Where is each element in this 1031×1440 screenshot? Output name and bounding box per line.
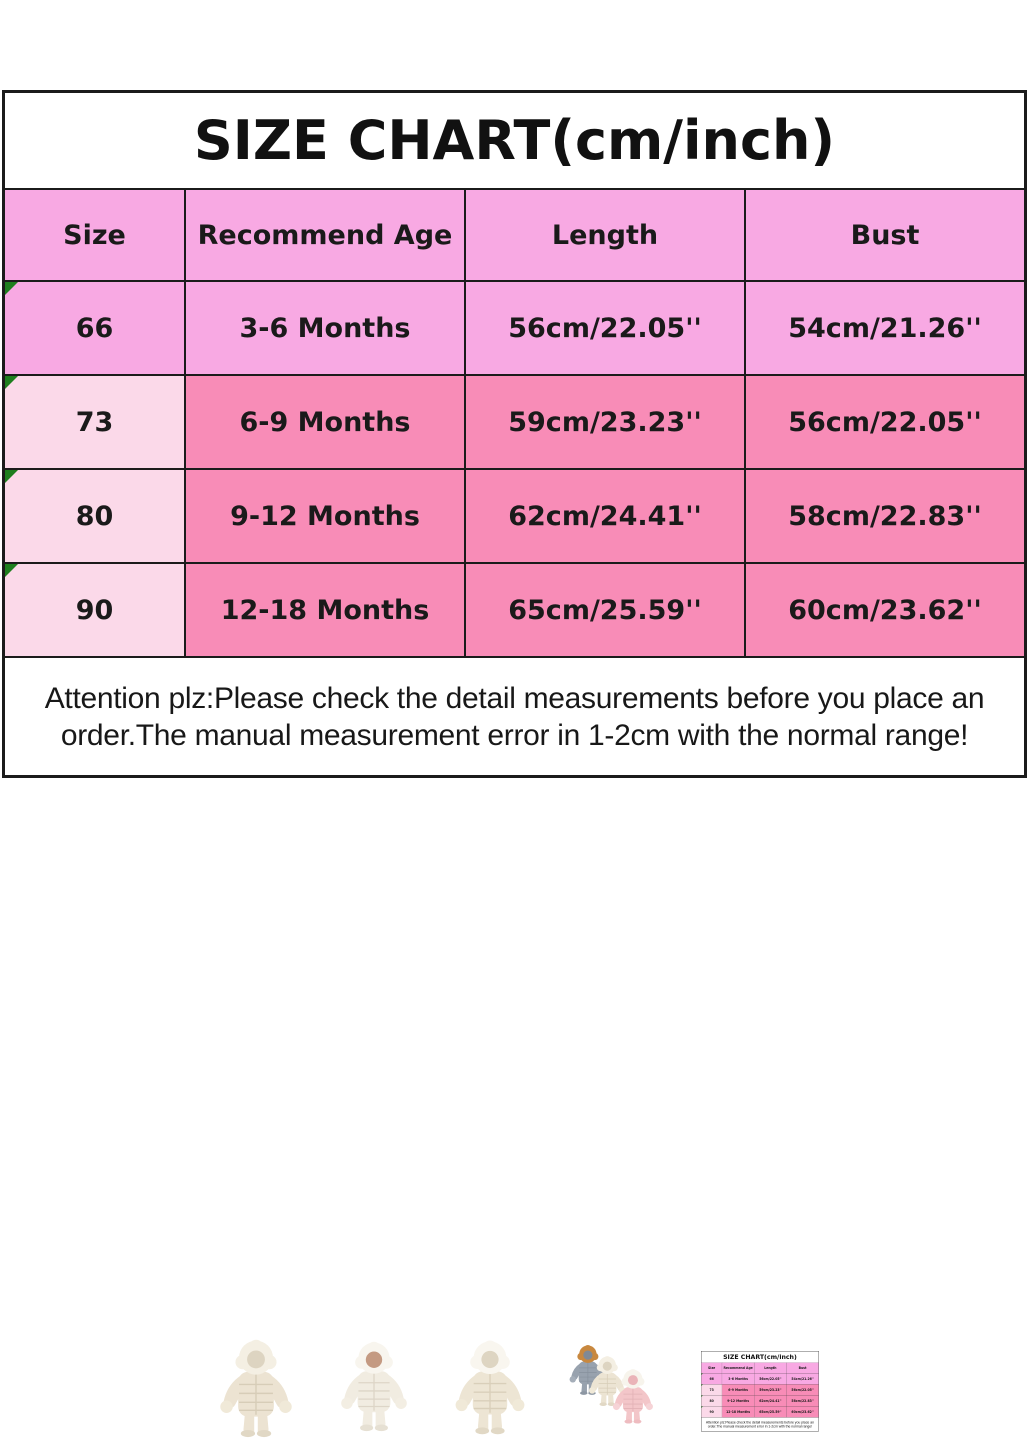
- row-66-length: 56cm/22.05'': [508, 312, 702, 344]
- row-73-age-cell: [722, 1384, 754, 1395]
- row-66-bust: 54cm/21.26'': [788, 312, 982, 344]
- column-header-size-label: Size: [708, 1366, 716, 1370]
- row-80-length-cell: [466, 470, 746, 564]
- row-90-length: 65cm/25.59'': [508, 594, 702, 626]
- attention-note-line2: order.The manual measurement error in 1-2cm with the normal range!: [60, 718, 969, 752]
- row-73-age: 6-9 Months: [239, 406, 411, 438]
- row-80-bust-cell: [746, 470, 1024, 564]
- thumbnail-snowsuit-cream-front-alt[interactable]: [447, 1336, 533, 1438]
- row-66-age: 3-6 Months: [728, 1377, 748, 1381]
- baby-snowsuit-icon: [333, 1334, 415, 1438]
- column-header-bust: [787, 1363, 819, 1374]
- attention-note: [701, 1417, 818, 1431]
- row-73-bust-cell: [787, 1384, 819, 1395]
- attention-note: [5, 658, 1024, 775]
- row-73-length-cell: [466, 376, 746, 470]
- size-chart: [2, 90, 1027, 778]
- column-header-length: [754, 1363, 786, 1374]
- row-90-size: 90: [709, 1410, 714, 1414]
- thumbnail-strip: [0, 1326, 1031, 1440]
- row-90-length-cell: [466, 564, 746, 658]
- row-80-size: 80: [709, 1399, 714, 1403]
- row-73-age: 6-9 Months: [728, 1388, 748, 1392]
- column-header-age-label: Recommend Age: [723, 1366, 753, 1370]
- snowsuit-variants-icon: [565, 1332, 669, 1438]
- cell-corner-flag-icon: [701, 1395, 702, 1397]
- row-80-size: 80: [75, 500, 114, 532]
- row-90-bust: 60cm/23.62'': [788, 594, 982, 626]
- size-chart-image: [2, 90, 1027, 778]
- row-73-length: 59cm/23.23'': [759, 1388, 782, 1392]
- row-66-bust: 54cm/21.26'': [791, 1377, 814, 1381]
- row-90-age-cell: [722, 1406, 754, 1417]
- column-header-bust-label: Bust: [850, 219, 920, 251]
- row-73-size-cell: [5, 376, 186, 470]
- column-header-age: [186, 190, 466, 282]
- row-80-length-cell: [754, 1395, 786, 1406]
- thumbnail-baby-wearing-white-snowsuit[interactable]: [333, 1334, 415, 1438]
- thumbnail-snowsuit-color-variants[interactable]: [565, 1332, 669, 1438]
- row-90-size: 90: [75, 594, 114, 626]
- row-90-length-cell: [754, 1406, 786, 1417]
- row-66-length: 56cm/22.05'': [759, 1377, 782, 1381]
- column-header-length: [466, 190, 746, 282]
- cell-corner-flag-icon: [5, 564, 18, 577]
- cell-corner-flag-icon: [5, 470, 18, 483]
- row-66-bust-cell: [787, 1373, 819, 1384]
- size-chart: [701, 1351, 819, 1431]
- row-73-size: 73: [709, 1388, 714, 1392]
- row-80-size-cell: [701, 1395, 722, 1406]
- size-chart-grid: [5, 190, 1024, 658]
- size-chart-title: SIZE CHART(cm/inch): [5, 93, 1024, 190]
- column-header-age: [722, 1363, 754, 1374]
- row-73-bust: 56cm/22.05'': [791, 1388, 814, 1392]
- cell-corner-flag-icon: [5, 376, 18, 389]
- row-73-size-cell: [701, 1384, 722, 1395]
- cell-corner-flag-icon: [701, 1406, 702, 1408]
- column-header-bust: [746, 190, 1024, 282]
- thumbnail-size-chart-mini[interactable]: [701, 1351, 820, 1432]
- row-80-age-cell: [722, 1395, 754, 1406]
- row-66-bust-cell: [746, 282, 1024, 376]
- attention-note-line1: Attention plz:Please check the detail measurements before you place an: [44, 681, 985, 715]
- row-66-length-cell: [754, 1373, 786, 1384]
- column-header-age-label: Recommend Age: [197, 219, 453, 251]
- attention-note-line2: order.The manual measurement error in 1-2cm with the normal range!: [707, 1424, 813, 1429]
- row-80-age: 9-12 Months: [727, 1399, 750, 1403]
- row-73-bust-cell: [746, 376, 1024, 470]
- row-90-size-cell: [701, 1406, 722, 1417]
- attention-note-line1: Attention plz:Please check the detail measurements before you place an: [705, 1420, 814, 1425]
- row-66-size: 66: [75, 312, 114, 344]
- row-80-bust-cell: [787, 1395, 819, 1406]
- row-90-length: 65cm/25.59'': [759, 1410, 782, 1414]
- row-80-age: 9-12 Months: [230, 500, 420, 532]
- row-66-age-cell: [722, 1373, 754, 1384]
- row-73-length-cell: [754, 1384, 786, 1395]
- row-80-age-cell: [186, 470, 466, 564]
- snowsuit-icon: [211, 1338, 301, 1438]
- row-73-bust: 56cm/22.05'': [788, 406, 982, 438]
- row-90-bust-cell: [787, 1406, 819, 1417]
- row-66-age: 3-6 Months: [239, 312, 411, 344]
- row-90-age: 12-18 Months: [726, 1410, 751, 1414]
- thumbnail-snowsuit-cream-front[interactable]: [211, 1338, 301, 1438]
- row-90-age-cell: [186, 564, 466, 658]
- cell-corner-flag-icon: [701, 1373, 702, 1375]
- column-header-length-label: Length: [551, 219, 659, 251]
- column-header-size: [701, 1363, 722, 1374]
- column-header-size-label: Size: [63, 219, 126, 251]
- row-73-age-cell: [186, 376, 466, 470]
- row-73-size: 73: [75, 406, 114, 438]
- row-80-size-cell: [5, 470, 186, 564]
- column-header-bust-label: Bust: [798, 1366, 807, 1370]
- size-chart-title: SIZE CHART(cm/inch): [701, 1351, 818, 1362]
- cell-corner-flag-icon: [5, 282, 18, 295]
- row-66-size-cell: [5, 282, 186, 376]
- row-66-size-cell: [701, 1373, 722, 1384]
- row-80-bust: 58cm/22.83'': [791, 1399, 814, 1403]
- cell-corner-flag-icon: [701, 1384, 702, 1386]
- row-80-length: 62cm/24.41'': [759, 1399, 782, 1403]
- column-header-size: [5, 190, 186, 282]
- size-chart-grid: [701, 1363, 818, 1418]
- column-header-length-label: Length: [764, 1366, 777, 1370]
- row-90-bust-cell: [746, 564, 1024, 658]
- row-90-age: 12-18 Months: [220, 594, 430, 626]
- row-66-size: 66: [709, 1377, 714, 1381]
- row-90-bust: 60cm/23.62'': [791, 1410, 814, 1414]
- row-73-length: 59cm/23.23'': [508, 406, 702, 438]
- row-66-age-cell: [186, 282, 466, 376]
- row-90-size-cell: [5, 564, 186, 658]
- row-66-length-cell: [466, 282, 746, 376]
- row-80-length: 62cm/24.41'': [508, 500, 702, 532]
- snowsuit-icon: [447, 1336, 533, 1438]
- row-80-bust: 58cm/22.83'': [788, 500, 982, 532]
